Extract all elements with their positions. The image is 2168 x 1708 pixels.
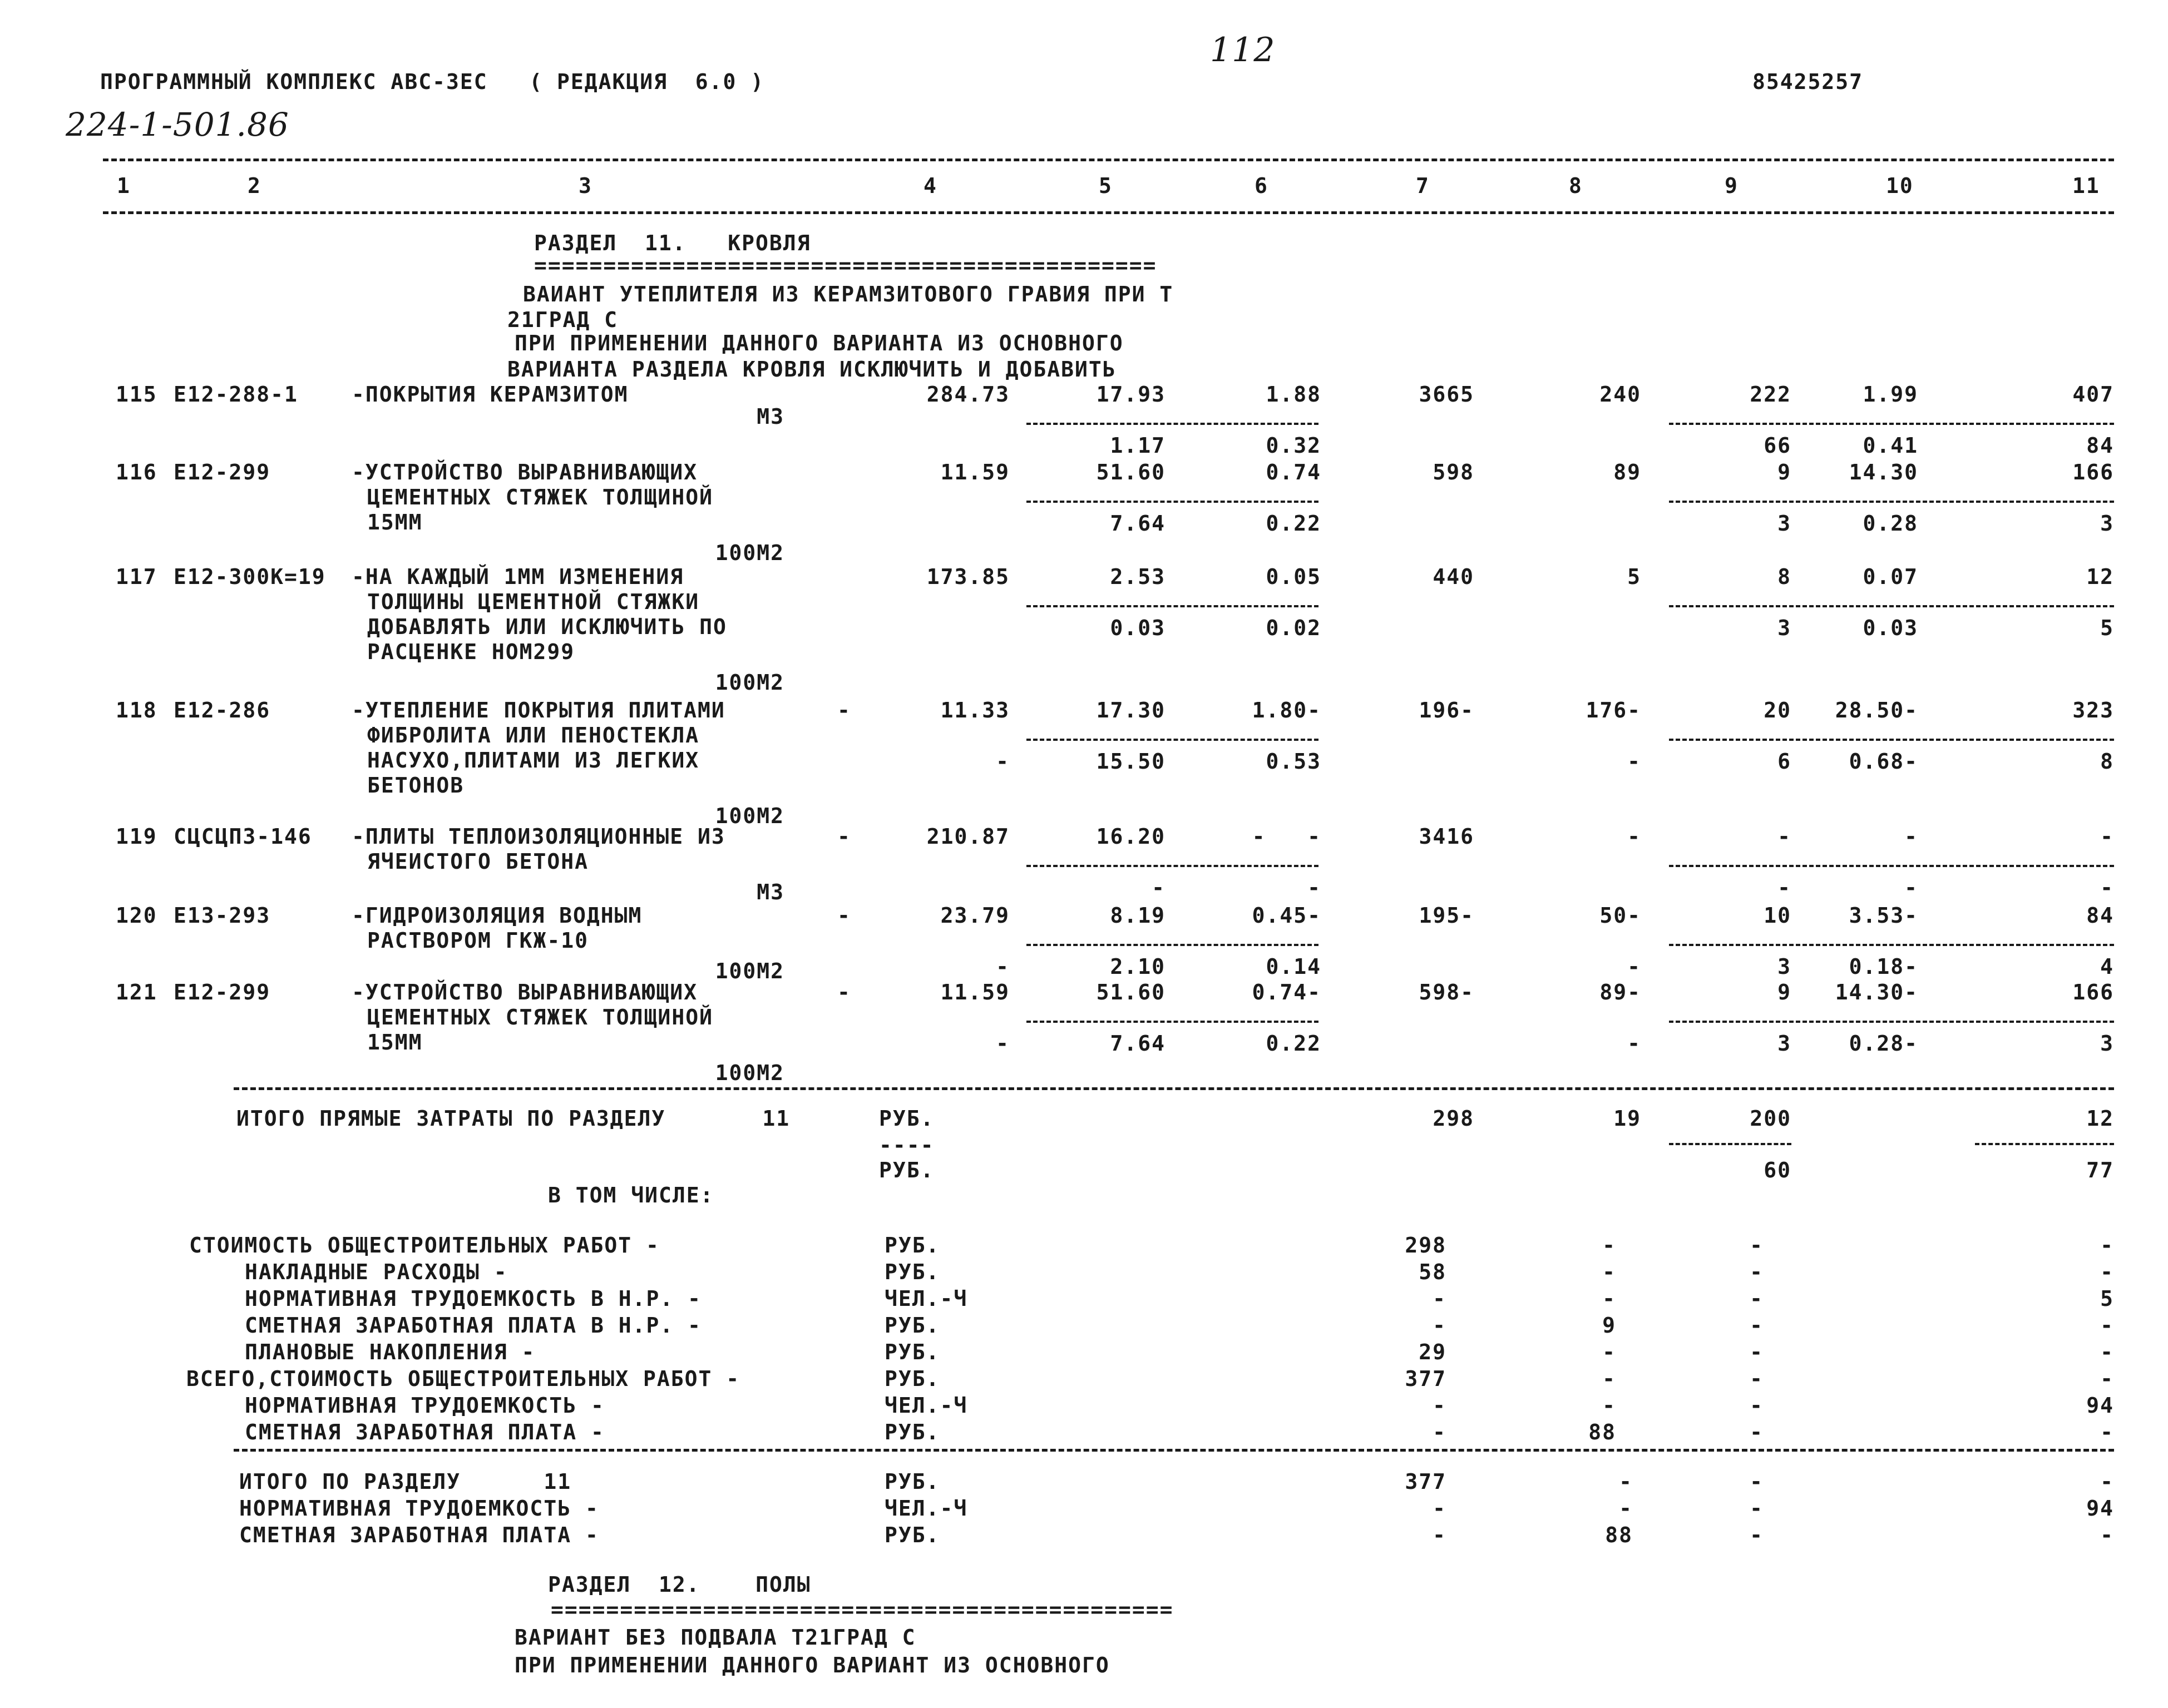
totals-top-rule xyxy=(234,1087,2114,1090)
subcell-c11: 84 xyxy=(2086,433,2114,458)
cell-c10: 3.53- xyxy=(1849,903,1918,928)
section-total-c7: 377 xyxy=(1405,1469,1446,1494)
cell-c9: 9 xyxy=(1777,980,1791,1004)
section-total-unit: ЧЕЛ.-Ч xyxy=(885,1496,968,1521)
row-description: НАСУХО,ПЛИТАМИ ИЗ ЛЕГКИХ xyxy=(367,748,700,773)
direct-costs-c9: 200 xyxy=(1750,1106,1791,1131)
subcell-c6: 0.22 xyxy=(1266,511,1321,536)
section-12-title: РАЗДЕЛ 12. ПОЛЫ xyxy=(548,1572,811,1597)
cell-c11: - xyxy=(2100,824,2114,849)
row-code: Е12-299 xyxy=(174,980,271,1004)
row-sign: - xyxy=(837,824,851,849)
row-unit: М3 xyxy=(757,880,784,904)
cell-c5: 16.20 xyxy=(1096,824,1166,849)
totals-line-c8: 9 xyxy=(1602,1313,1616,1338)
totals-line-c9: - xyxy=(1750,1233,1764,1258)
section-total-label: НОРМАТИВНАЯ ТРУДОЕМКОСТЬ - xyxy=(239,1496,599,1521)
section-12-note-1: ВАРИАНТ БЕЗ ПОДВАЛА Т21ГРАД С xyxy=(515,1625,916,1650)
row-number: 116 xyxy=(116,460,157,484)
row-unit: 100М2 xyxy=(715,1061,784,1085)
subcell-c5: - xyxy=(1152,875,1166,900)
totals-line-c11: 5 xyxy=(2100,1286,2114,1311)
table-header-rule xyxy=(103,211,2114,214)
row-number: 117 xyxy=(116,565,157,589)
row-number: 118 xyxy=(116,698,157,722)
column-header-11: 11 xyxy=(2072,174,2100,198)
section-note-1: ВАИАНТ УТЕПЛИТЕЛЯ ИЗ КЕРАМЗИТОВОГО ГРАВИЯ ПРИ Т xyxy=(523,282,1174,306)
cell-c10: 14.30 xyxy=(1849,460,1918,484)
subcell-c6: 0.14 xyxy=(1266,954,1321,979)
cell-c6: - - xyxy=(1252,824,1321,849)
subcell-c5: 0.03 xyxy=(1110,616,1166,640)
direct-costs-label: ИТОГО ПРЯМЫЕ ЗАТРАТЫ ПО РАЗДЕЛУ 11 xyxy=(236,1106,791,1131)
subcell-c11: 4 xyxy=(2100,954,2114,979)
direct-costs-c8: 19 xyxy=(1613,1106,1641,1131)
direct-costs-s11: 77 xyxy=(2086,1158,2114,1182)
column-header-10: 10 xyxy=(1886,174,1914,198)
totals-line-c8: - xyxy=(1602,1340,1616,1364)
section-12-note-2: ПРИ ПРИМЕНЕНИИ ДАННОГО ВАРИАНТ ИЗ ОСНОВНОГО xyxy=(515,1653,1110,1677)
section-total-unit: РУБ. xyxy=(885,1469,940,1494)
cell-c7: 598 xyxy=(1433,460,1474,484)
totals-line-c8: - xyxy=(1602,1393,1616,1418)
row-dash-9-11 xyxy=(1669,739,2114,741)
totals-line-c8: - xyxy=(1602,1367,1616,1391)
row-dash-5-6 xyxy=(1026,944,1318,946)
cell-c8: - xyxy=(1627,824,1641,849)
cell-c9: 9 xyxy=(1777,460,1791,484)
direct-costs-c7: 298 xyxy=(1433,1106,1474,1131)
row-description: -ПОКРЫТИЯ КЕРАМЗИТОМ xyxy=(352,382,629,407)
totals-line-label: ПЛАНОВЫЕ НАКОПЛЕНИЯ - xyxy=(245,1340,536,1364)
row-number: 119 xyxy=(116,824,157,849)
totals-line-unit: ЧЕЛ.-Ч xyxy=(885,1286,968,1311)
totals-line-c8: 88 xyxy=(1588,1420,1616,1444)
cell-c10: 1.99 xyxy=(1863,382,1918,407)
direct-costs-unit: РУБ. xyxy=(879,1106,935,1131)
section-note-4: ВАРИАНТА РАЗДЕЛА КРОВЛЯ ИСКЛЮЧИТЬ И ДОБАВИТЬ xyxy=(507,357,1117,382)
cell-c10: - xyxy=(1904,824,1918,849)
totals-line-unit: РУБ. xyxy=(885,1313,940,1338)
cell-c10: 28.50- xyxy=(1835,698,1918,722)
cell-c11: 84 xyxy=(2086,903,2114,928)
cell-c8: 176- xyxy=(1586,698,1641,722)
totals-line-c11: - xyxy=(2100,1420,2114,1444)
cell-c7: 3665 xyxy=(1419,382,1474,407)
totals-line-c7: 298 xyxy=(1405,1233,1446,1258)
totals-line-unit: РУБ. xyxy=(885,1367,940,1391)
row-unit: М3 xyxy=(757,404,784,429)
row-description: 15ММ xyxy=(367,1030,423,1054)
row-dash-9-11 xyxy=(1669,1021,2114,1023)
totals-line-c9: - xyxy=(1750,1286,1764,1311)
row-number: 120 xyxy=(116,903,157,928)
page-number: 112 xyxy=(1210,31,1276,70)
section-12-underline: ============================================= xyxy=(551,1597,1174,1622)
row-dash-9-11 xyxy=(1669,865,2114,867)
subcell-c10: 0.03 xyxy=(1863,616,1918,640)
subcell-c11: 5 xyxy=(2100,616,2114,640)
totals-line-c7: 58 xyxy=(1419,1260,1446,1284)
section-title: РАЗДЕЛ 11. КРОВЛЯ xyxy=(534,231,811,255)
section-total-unit: РУБ. xyxy=(885,1523,940,1547)
subcell-c10: 0.18- xyxy=(1849,954,1918,979)
cell-c11: 166 xyxy=(2072,460,2114,484)
cell-c9: 8 xyxy=(1777,565,1791,589)
subcell-c4: - xyxy=(996,1031,1010,1056)
totals-line-label: СТОИМОСТЬ ОБЩЕСТРОИТЕЛЬНЫХ РАБОТ - xyxy=(189,1233,660,1258)
subcell-c6: 0.02 xyxy=(1266,616,1321,640)
cell-c9: 10 xyxy=(1764,903,1791,928)
cell-c5: 8.19 xyxy=(1110,903,1166,928)
totals-line-unit: РУБ. xyxy=(885,1420,940,1444)
section-note-2: 21ГРАД С xyxy=(507,308,619,332)
document-code: 85425257 xyxy=(1752,70,1864,94)
cell-c6: 1.88 xyxy=(1266,382,1321,407)
totals-line-c8: - xyxy=(1602,1260,1616,1284)
totals-line-label: НАКЛАДНЫЕ РАСХОДЫ - xyxy=(245,1260,508,1284)
totals-line-c9: - xyxy=(1750,1367,1764,1391)
row-description: ДОБАВЛЯТЬ ИЛИ ИСКЛЮЧИТЬ ПО xyxy=(367,615,727,639)
row-dash-5-6 xyxy=(1026,501,1318,503)
row-dash-5-6 xyxy=(1026,865,1318,867)
totals-line-c8: - xyxy=(1602,1286,1616,1311)
column-header-5: 5 xyxy=(1099,174,1113,198)
cell-c6: 0.05 xyxy=(1266,565,1321,589)
including-label: В ТОМ ЧИСЛЕ: xyxy=(548,1183,714,1207)
row-description: 15ММ xyxy=(367,510,423,534)
row-number: 115 xyxy=(116,382,157,407)
row-description: -УТЕПЛЕНИЕ ПОКРЫТИЯ ПЛИТАМИ xyxy=(352,698,725,722)
section-total-c8: - xyxy=(1619,1469,1633,1494)
cell-c8: 89- xyxy=(1599,980,1641,1004)
cell-c9: - xyxy=(1777,824,1791,849)
cell-c8: 89 xyxy=(1613,460,1641,484)
cell-c11: 407 xyxy=(2072,382,2114,407)
column-header-9: 9 xyxy=(1725,174,1739,198)
cell-c6: 0.45- xyxy=(1252,903,1321,928)
section-total-c7: - xyxy=(1433,1523,1446,1547)
subcell-c5: 7.64 xyxy=(1110,1031,1166,1056)
subcell-c4: - xyxy=(996,749,1010,774)
cell-c4: 11.33 xyxy=(940,698,1010,722)
totals-line-c11: 94 xyxy=(2086,1393,2114,1418)
totals-line-c11: - xyxy=(2100,1340,2114,1364)
column-header-3: 3 xyxy=(579,174,592,198)
cell-c4: 23.79 xyxy=(940,903,1010,928)
subcell-c8: - xyxy=(1627,749,1641,774)
totals-line-c9: - xyxy=(1750,1420,1764,1444)
totals-line-c9: - xyxy=(1750,1313,1764,1338)
totals-line-c7: - xyxy=(1433,1420,1446,1444)
totals-line-c7: 29 xyxy=(1419,1340,1446,1364)
cell-c8: 50- xyxy=(1599,903,1641,928)
row-description: РАСТВОРОМ ГКЖ-10 xyxy=(367,928,589,953)
subcell-c6: 0.53 xyxy=(1266,749,1321,774)
row-code: Е12-299 xyxy=(174,460,271,484)
cell-c11: 323 xyxy=(2072,698,2114,722)
totals-line-c9: - xyxy=(1750,1340,1764,1364)
row-code: Е13-293 xyxy=(174,903,271,928)
row-dash-9-11 xyxy=(1669,501,2114,503)
cell-c10: 0.07 xyxy=(1863,565,1918,589)
column-header-8: 8 xyxy=(1569,174,1583,198)
cell-c6: 1.80- xyxy=(1252,698,1321,722)
section-total-c11: - xyxy=(2100,1469,2114,1494)
totals-line-c9: - xyxy=(1750,1260,1764,1284)
totals-line-c7: - xyxy=(1433,1393,1446,1418)
row-description: ТОЛЩИНЫ ЦЕМЕНТНОЙ СТЯЖКИ xyxy=(367,590,700,614)
subcell-c11: 8 xyxy=(2100,749,2114,774)
cell-c4: 11.59 xyxy=(940,980,1010,1004)
row-code: Е12-300К=19 xyxy=(174,565,326,589)
subcell-c6: 0.22 xyxy=(1266,1031,1321,1056)
section-total-c11: 94 xyxy=(2086,1496,2114,1521)
direct-costs-dash-11 xyxy=(1975,1143,2114,1145)
totals-line-label: НОРМАТИВНАЯ ТРУДОЕМКОСТЬ В Н.Р. - xyxy=(245,1286,702,1311)
totals-line-c7: 377 xyxy=(1405,1367,1446,1391)
cell-c5: 51.60 xyxy=(1096,460,1166,484)
row-description: РАСЦЕНКЕ НОМ299 xyxy=(367,640,575,664)
cell-c9: 222 xyxy=(1750,382,1791,407)
section-note-3: ПРИ ПРИМЕНЕНИИ ДАННОГО ВАРИАНТА ИЗ ОСНОВНОГО xyxy=(515,331,1124,355)
row-number: 121 xyxy=(116,980,157,1004)
column-header-7: 7 xyxy=(1416,174,1430,198)
totals-line-c7: - xyxy=(1433,1286,1446,1311)
subcell-c11: - xyxy=(2100,875,2114,900)
totals-line-label: НОРМАТИВНАЯ ТРУДОЕМКОСТЬ - xyxy=(245,1393,605,1418)
totals-line-c11: - xyxy=(2100,1367,2114,1391)
section-total-c11: - xyxy=(2100,1523,2114,1547)
cell-c7: 196- xyxy=(1419,698,1474,722)
totals-line-unit: ЧЕЛ.-Ч xyxy=(885,1393,968,1418)
row-description: ЯЧЕИСТОГО БЕТОНА xyxy=(367,849,589,874)
row-description: -НА КАЖДЫЙ 1ММ ИЗМЕНЕНИЯ xyxy=(352,565,684,589)
cell-c6: 0.74 xyxy=(1266,460,1321,484)
subcell-c9: 3 xyxy=(1777,616,1791,640)
project-code: 224-1-501.86 xyxy=(66,106,289,143)
subcell-c10: 0.28- xyxy=(1849,1031,1918,1056)
section-total-rule xyxy=(234,1449,2114,1452)
subcell-c6: 0.32 xyxy=(1266,433,1321,458)
cell-c8: 5 xyxy=(1627,565,1641,589)
totals-line-label: СМЕТНАЯ ЗАРАБОТНАЯ ПЛАТА - xyxy=(245,1420,605,1444)
row-dash-5-6 xyxy=(1026,605,1318,607)
row-unit: 100М2 xyxy=(715,959,784,983)
column-header-4: 4 xyxy=(924,174,937,198)
subcell-c5: 15.50 xyxy=(1096,749,1166,774)
cell-c6: 0.74- xyxy=(1252,980,1321,1004)
row-dash-5-6 xyxy=(1026,739,1318,741)
subcell-c9: 3 xyxy=(1777,954,1791,979)
row-code: Е12-288-1 xyxy=(174,382,298,407)
row-description: -УСТРОЙСТВО ВЫРАВНИВАЮЩИХ xyxy=(352,980,698,1004)
row-description: ЦЕМЕНТНЫХ СТЯЖЕК ТОЛЩИНОЙ xyxy=(367,485,713,509)
totals-line-c11: - xyxy=(2100,1233,2114,1258)
totals-line-c7: - xyxy=(1433,1313,1446,1338)
subcell-c8: - xyxy=(1627,954,1641,979)
totals-line-c8: - xyxy=(1602,1233,1616,1258)
totals-line-unit: РУБ. xyxy=(885,1340,940,1364)
subcell-c8: - xyxy=(1627,1031,1641,1056)
section-total-label: ИТОГО ПО РАЗДЕЛУ 11 xyxy=(239,1469,572,1494)
column-header-6: 6 xyxy=(1255,174,1268,198)
column-header-1: 1 xyxy=(117,174,131,198)
subcell-c9: 3 xyxy=(1777,1031,1791,1056)
cell-c11: 12 xyxy=(2086,565,2114,589)
cell-c5: 17.93 xyxy=(1096,382,1166,407)
cell-c7: 195- xyxy=(1419,903,1474,928)
cell-c5: 2.53 xyxy=(1110,565,1166,589)
section-total-c9: - xyxy=(1750,1469,1764,1494)
subcell-c10: 0.68- xyxy=(1849,749,1918,774)
totals-line-label: ВСЕГО,СТОИМОСТЬ ОБЩЕСТРОИТЕЛЬНЫХ РАБОТ - xyxy=(186,1367,740,1391)
totals-line-c11: - xyxy=(2100,1260,2114,1284)
row-description: ЦЕМЕНТНЫХ СТЯЖЕК ТОЛЩИНОЙ xyxy=(367,1005,713,1029)
cell-c10: 14.30- xyxy=(1835,980,1918,1004)
row-unit: 100М2 xyxy=(715,541,784,565)
subcell-c5: 1.17 xyxy=(1110,433,1166,458)
section-total-c9: - xyxy=(1750,1523,1764,1547)
table-top-rule xyxy=(103,159,2114,161)
row-dash-9-11 xyxy=(1669,944,2114,946)
row-dash-5-6 xyxy=(1026,423,1318,425)
cell-c4: 173.85 xyxy=(926,565,1010,589)
column-header-2: 2 xyxy=(248,174,261,198)
subcell-c11: 3 xyxy=(2100,1031,2114,1056)
cell-c5: 17.30 xyxy=(1096,698,1166,722)
row-description: -ПЛИТЫ ТЕПЛОИЗОЛЯЦИОННЫЕ ИЗ xyxy=(352,824,725,849)
subcell-c9: - xyxy=(1777,875,1791,900)
cell-c5: 51.60 xyxy=(1096,980,1166,1004)
row-sign: - xyxy=(837,980,851,1004)
subcell-c10: 0.28 xyxy=(1863,511,1918,536)
cell-c4: 11.59 xyxy=(940,460,1010,484)
section-total-c9: - xyxy=(1750,1496,1764,1521)
cell-c7: 3416 xyxy=(1419,824,1474,849)
cell-c9: 20 xyxy=(1764,698,1791,722)
totals-line-label: СМЕТНАЯ ЗАРАБОТНАЯ ПЛАТА В Н.Р. - xyxy=(245,1313,702,1338)
section-total-label: СМЕТНАЯ ЗАРАБОТНАЯ ПЛАТА - xyxy=(239,1523,599,1547)
subcell-c9: 66 xyxy=(1764,433,1791,458)
row-description: -ГИДРОИЗОЛЯЦИЯ ВОДНЫМ xyxy=(352,903,643,928)
section-total-c8: - xyxy=(1619,1496,1633,1521)
totals-line-unit: РУБ. xyxy=(885,1260,940,1284)
totals-line-unit: РУБ. xyxy=(885,1233,940,1258)
subcell-c10: 0.41 xyxy=(1863,433,1918,458)
section-total-c7: - xyxy=(1433,1496,1446,1521)
totals-line-c9: - xyxy=(1750,1393,1764,1418)
subcell-c11: 3 xyxy=(2100,511,2114,536)
row-dash-5-6 xyxy=(1026,1021,1318,1023)
cell-c8: 240 xyxy=(1599,382,1641,407)
row-unit: 100М2 xyxy=(715,804,784,828)
row-sign: - xyxy=(837,903,851,928)
row-sign: - xyxy=(837,698,851,722)
cell-c11: 166 xyxy=(2072,980,2114,1004)
subcell-c4: - xyxy=(996,954,1010,979)
subcell-c5: 2.10 xyxy=(1110,954,1166,979)
subcell-c5: 7.64 xyxy=(1110,511,1166,536)
subcell-c6: - xyxy=(1307,875,1321,900)
cell-c7: 598- xyxy=(1419,980,1474,1004)
cell-c7: 440 xyxy=(1433,565,1474,589)
subcell-c10: - xyxy=(1904,875,1918,900)
direct-costs-dashes: ---- xyxy=(879,1133,935,1157)
row-description: -УСТРОЙСТВО ВЫРАВНИВАЮЩИХ xyxy=(352,460,698,484)
section-underline: ============================================= xyxy=(534,253,1157,278)
subcell-c9: 6 xyxy=(1777,749,1791,774)
direct-costs-s9: 60 xyxy=(1764,1158,1791,1182)
row-unit: 100М2 xyxy=(715,670,784,695)
program-header: ПРОГРАММНЫЙ КОМПЛЕКС АВС-ЗЕС ( РЕДАКЦИЯ 6.0 ) xyxy=(100,70,765,94)
cell-c4: 210.87 xyxy=(926,824,1010,849)
row-dash-9-11 xyxy=(1669,423,2114,425)
direct-costs-unit-2: РУБ. xyxy=(879,1158,935,1182)
cell-c4: 284.73 xyxy=(926,382,1010,407)
section-total-c8: 88 xyxy=(1605,1523,1633,1547)
row-code: Е12-286 xyxy=(174,698,271,722)
direct-costs-c11: 12 xyxy=(2086,1106,2114,1131)
row-dash-9-11 xyxy=(1669,605,2114,607)
row-description: ФИБРОЛИТА ИЛИ ПЕНОСТЕКЛА xyxy=(367,723,700,747)
row-code: СЦСЦП3-146 xyxy=(174,824,312,849)
direct-costs-dash-9 xyxy=(1669,1143,1791,1145)
subcell-c9: 3 xyxy=(1777,511,1791,536)
totals-line-c11: - xyxy=(2100,1313,2114,1338)
row-description: БЕТОНОВ xyxy=(367,773,465,798)
